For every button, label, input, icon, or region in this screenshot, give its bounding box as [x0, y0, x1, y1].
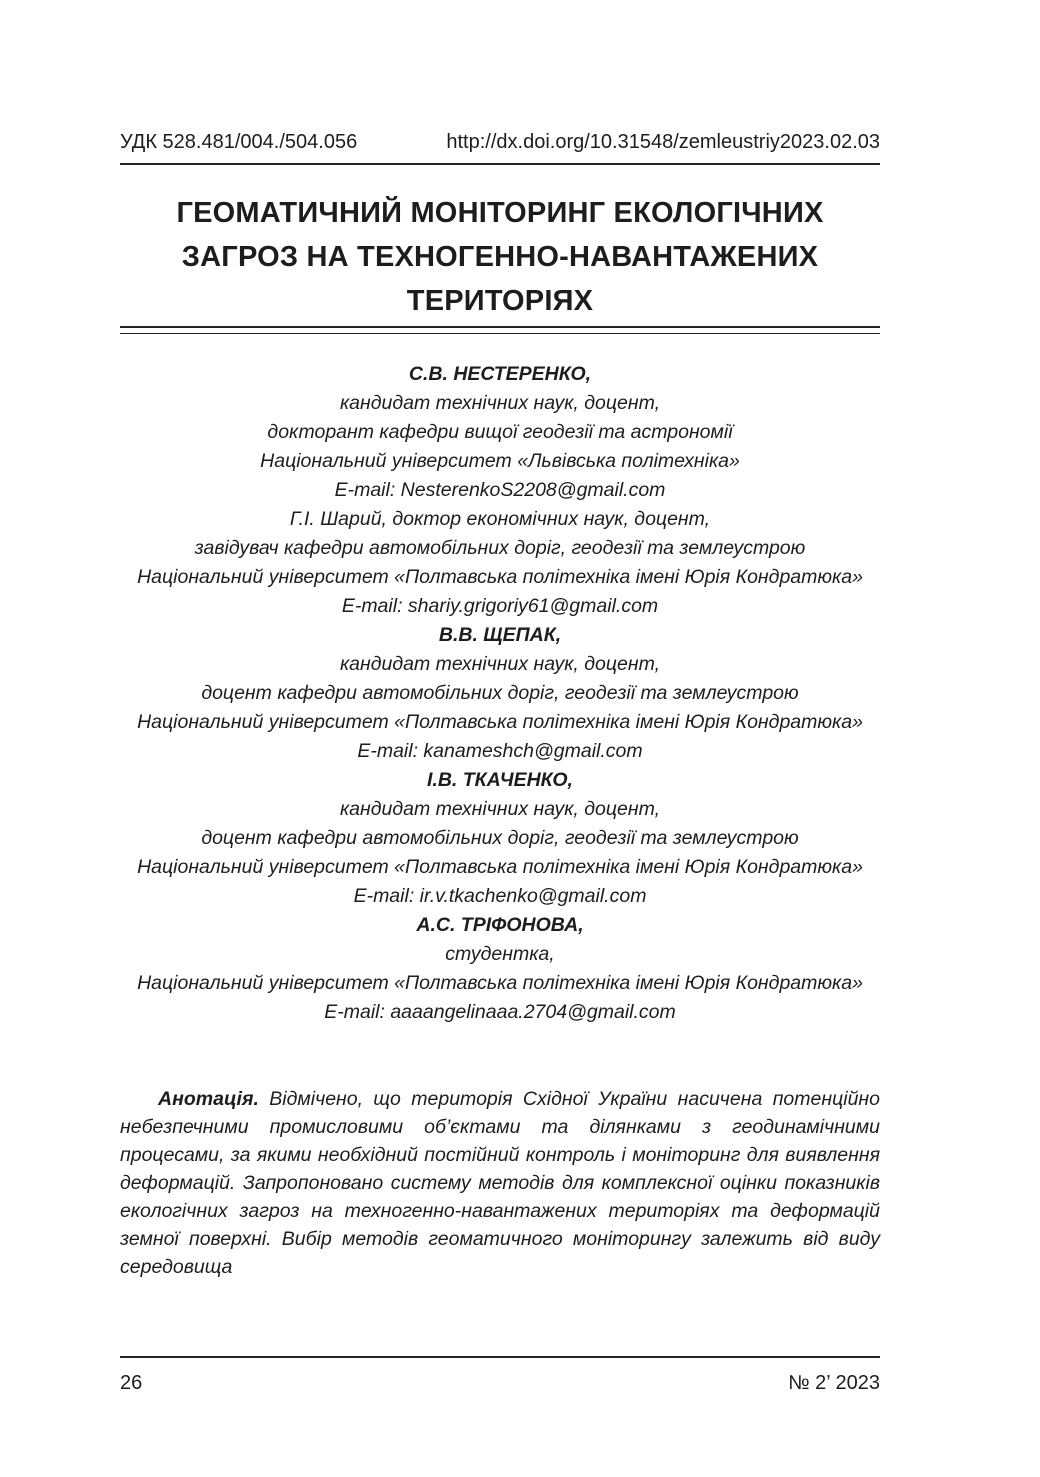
author-position: доцент кафедри автомобільних доріг, геодезії та землеустрою — [201, 827, 799, 849]
author-affiliation: Національний університет «Полтавська політехніка імені Юрія Кондратюка» — [137, 856, 863, 878]
author-position: докторант кафедри вищої геодезії та астрономії — [267, 421, 733, 443]
authors-block — [120, 360, 880, 1027]
author-position: доцент кафедри автомобільних доріг, геодезії та землеустрою — [201, 682, 799, 704]
author-email[interactable]: E-mail: aaaangelinaaa.2704@gmail.com — [324, 1001, 676, 1023]
document-header — [120, 130, 880, 165]
author-name: А.С. ТРІФОНОВА, — [416, 914, 584, 936]
author-affiliation: Національний університет «Львівська політехніка» — [260, 450, 740, 472]
author-degree: кандидат технічних наук, доцент, — [339, 798, 661, 820]
author-name: Г.І. Шарий, доктор економічних наук, доцент, — [289, 508, 711, 530]
author-affiliation: Національний університет «Полтавська політехніка імені Юрія Кондратюка» — [137, 972, 863, 994]
author-name: І.В. ТКАЧЕНКО, — [427, 769, 573, 791]
article-title — [120, 191, 880, 323]
title-divider — [120, 326, 880, 334]
page-footer — [120, 1356, 880, 1395]
doi-link[interactable]: http://dx.doi.org/10.31548/zemleustriy2023.02.03 — [446, 131, 880, 153]
author-degree: кандидат технічних наук, доцент, — [339, 653, 661, 675]
abstract-paragraph — [120, 1085, 880, 1281]
article-title-line: ГЕОМАТИЧНИЙ МОНІТОРИНГ ЕКОЛОГІЧНИХ — [176, 197, 824, 229]
article-title-line: ЗАГРОЗ НА ТЕХНОГЕННО-НАВАНТАЖЕНИХ — [181, 241, 819, 273]
author-email[interactable]: E-mail: shariy.grigoriy61@gmail.com — [341, 595, 659, 617]
article-title-line: ТЕРИТОРІЯХ — [406, 285, 594, 317]
author-affiliation: Національний університет «Полтавська політехніка імені Юрія Кондратюка» — [137, 711, 863, 733]
author-name: С.В. НЕСТЕРЕНКО, — [408, 363, 592, 385]
author-email[interactable]: E-mail: ir.v.tkachenko@gmail.com — [353, 885, 647, 907]
page-number: 26 — [120, 1372, 143, 1394]
author-affiliation: Національний університет «Полтавська політехніка імені Юрія Кондратюка» — [137, 566, 863, 588]
author-degree: студентка, — [445, 943, 555, 965]
abstract-label: Анотація. — [158, 1088, 259, 1110]
author-position: завідувач кафедри автомобільних доріг, геодезії та землеустрою — [194, 537, 806, 559]
author-name: В.В. ЩЕПАК, — [438, 624, 562, 646]
author-degree: кандидат технічних наук, доцент, — [339, 392, 661, 414]
abstract-text: Відмічено, що територія Східної України насичена потенційно небезпечними промисловими об’єктами та ділянками з геодинамічними процесами, за якими необхідний постійний контроль і моніторинг для виявлення деформацій. Запропоновано систему методів для комплексної оцінки показників екологічних загроз на техногенно-навантажених територіях та деформацій земної поверхні. Вибір методів геоматичного моніторингу залежить від виду середовища — [120, 1088, 880, 1278]
author-email[interactable]: E-mail: NesterenkoS2208@gmail.com — [334, 479, 666, 501]
issue-label: № 2’ 2023 — [788, 1372, 880, 1394]
author-email[interactable]: E-mail: kanameshch@gmail.com — [357, 740, 643, 762]
udc-code: УДК 528.481/004./504.056 — [120, 131, 358, 153]
